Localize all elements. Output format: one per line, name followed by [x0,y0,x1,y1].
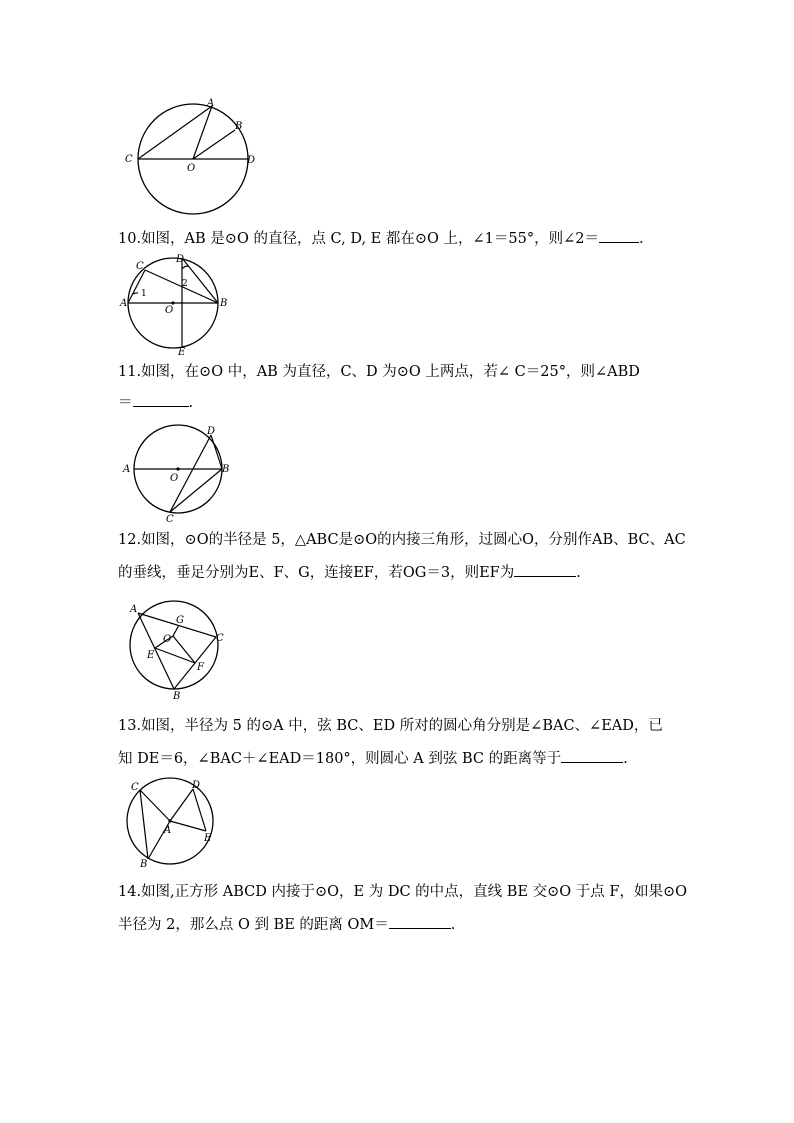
label-c: C [136,261,144,272]
question-number: 13. [118,718,142,734]
question-13: 13.如图，半径为 5 的⊙A 中，弦 BC、ED 所对的圆心角分别是∠BAC、∠EAD，已 知 DE＝6，∠BAC＋∠EAD＝180°，则圆心 A 到弦 BC 的距离等于 . [118,718,663,767]
question-text-line1: 如图，半径为 5 的⊙A 中，弦 BC、ED 所对的圆心角分别是∠BAC、∠EAD，已 [141,718,663,734]
question-10: 10.如图，AB 是⊙O 的直径，点 C, D, E 都在⊙O 上，∠1＝55°，则∠2＝ . [118,228,644,249]
answer-blank[interactable] [133,392,189,407]
question-number: 10. [118,231,142,247]
figure-top-circle-chords [118,90,268,220]
answer-blank[interactable] [389,914,451,929]
question-12: 12.如图，⊙O的半径是 5，△ABC是⊙O的内接三角形，过圆心O，分别作AB、BC、AC 的垂线，垂足分别为E、F、G，连接EF，若OG＝3，则EF为 . [118,532,686,581]
label-b: B [235,121,243,132]
angle-2-label: 2 [182,279,188,289]
label-o: O [187,163,196,174]
label-c: C [125,154,133,165]
figure-q10 [118,252,228,357]
question-text-line1: 如图,正方形 ABCD 内接于⊙O，E 为 DC 的中点，直线 BE 交⊙O 于点 F，如果⊙O [141,884,687,900]
question-text-line2: 半径为 2，那么点 O 到 BE 的距离 OM＝ [118,917,389,933]
label-d: D [207,426,216,437]
label-a: A [130,604,138,615]
label-b: B [140,859,148,870]
label-b: B [173,691,181,702]
label-e: E [147,650,155,661]
question-number: 11. [118,364,142,380]
label-b: B [222,464,230,475]
figure-q13 [118,778,228,870]
figure-q12 [118,600,233,700]
label-o: O [163,634,172,645]
label-b: B [220,298,228,309]
question-text-line2: ＝ [118,395,133,411]
question-text-line1: 如图，⊙O的半径是 5，△ABC是⊙O的内接三角形，过圆心O，分别作AB、BC、AC [141,532,686,548]
label-c: C [216,633,224,644]
label-e: E [204,833,212,844]
label-c: C [166,514,174,525]
label-d: D [176,254,185,265]
label-a: A [120,298,128,309]
label-d: D [192,780,201,791]
label-d: D [247,155,256,166]
answer-blank[interactable] [599,228,639,243]
question-text: 如图，AB 是⊙O 的直径，点 C, D, E 都在⊙O 上，∠1＝55°，则∠2＝ [141,231,599,247]
answer-blank[interactable] [561,748,623,763]
label-a: A [164,825,172,836]
figure-q11 [118,420,243,525]
label-a: A [123,464,131,475]
question-text-line1: 如图，在⊙O 中，AB 为直径，C、D 为⊙O 上两点，若∠ C＝25°，则∠ABD [141,364,640,380]
question-11: 11.如图，在⊙O 中，AB 为直径，C、D 为⊙O 上两点，若∠ C＝25°，则∠ABD ＝ . [118,364,640,411]
label-c: C [131,782,139,793]
label-o: O [165,305,174,316]
question-text-line2: 知 DE＝6，∠BAC＋∠EAD＝180°，则圆心 A 到弦 BC 的距离等于 [118,751,562,767]
label-f: F [197,662,204,673]
label-e: E [178,347,186,358]
angle-1-label: 1 [141,289,147,299]
question-number: 12. [118,532,142,548]
label-o: O [170,473,179,484]
question-text-line2: 的垂线，垂足分别为E、F、G，连接EF，若OG＝3，则EF为 [118,565,515,581]
label-a: A [207,98,215,109]
question-14: 14.如图,正方形 ABCD 内接于⊙O，E 为 DC 的中点，直线 BE 交⊙O 于点 F，如果⊙O 半径为 2，那么点 O 到 BE 的距离 OM＝ . [118,884,687,933]
answer-blank[interactable] [514,562,576,577]
label-g: G [176,615,184,626]
question-number: 14. [118,884,142,900]
